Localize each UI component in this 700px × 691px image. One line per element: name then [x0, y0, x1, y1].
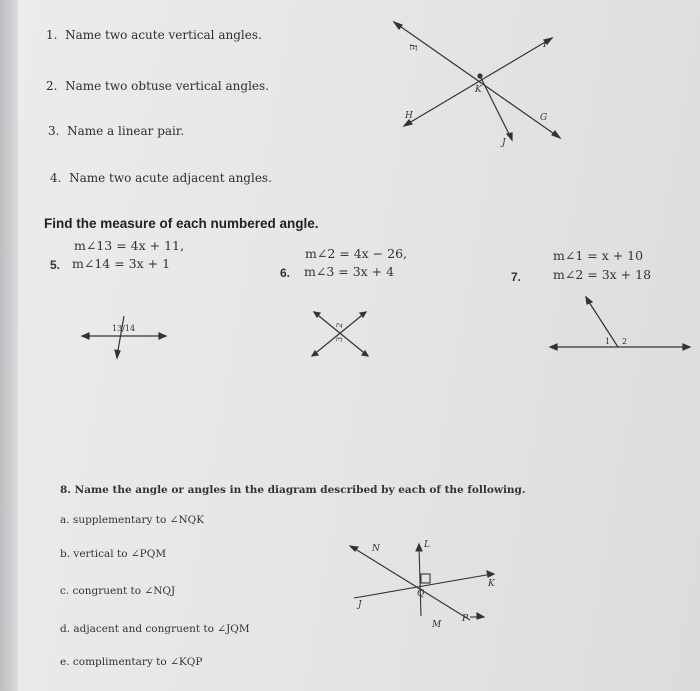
question-text: Name two obtuse vertical angles. [65, 79, 269, 93]
label-m: M [432, 620, 442, 630]
label-k: K [475, 85, 482, 95]
problem-6-eq2: m∠3 = 3x + 4 [304, 264, 395, 279]
problem-5-eq1: m∠13 = 4x + 11, [74, 238, 184, 253]
question-number: 4. [50, 171, 62, 185]
part-8-item-c: c. congruent to ∠NQJ [60, 585, 176, 597]
angle-13-14-label: 13/14 [112, 324, 136, 333]
angle-2-label: 2 [334, 322, 345, 329]
label-n: N [372, 544, 380, 554]
question-number: 1. [46, 28, 58, 42]
label-g: G [540, 113, 548, 123]
problem-6-number: 6. [280, 266, 291, 280]
part-8-title: 8. Name the angle or angles in the diagram described by each of the following. [60, 484, 526, 496]
part-8-item-e: e. complimentary to ∠KQP [60, 656, 203, 668]
label-j: J [358, 600, 362, 610]
question-text: Name two acute adjacent angles. [69, 171, 272, 185]
label-q: Q [417, 589, 425, 599]
angle-2-label: 2 [622, 337, 628, 346]
label-k: K [488, 579, 495, 589]
label-l: L [424, 540, 430, 550]
question-text: Name a linear pair. [67, 124, 185, 138]
angle-3-label: 3 [334, 336, 345, 343]
angle-1-label: 1 [605, 337, 611, 346]
problem-5-eq2: m∠14 = 3x + 1 [72, 256, 171, 271]
problem-7-eq2: m∠2 = 3x + 18 [553, 267, 652, 282]
part-8-item-d: d. adjacent and congruent to ∠JQM [60, 623, 250, 635]
question-number: 3. [48, 124, 60, 138]
label-h: H [405, 111, 413, 121]
question-number: 2. [46, 79, 58, 93]
label-e: E [407, 44, 417, 51]
question-text: Name two acute vertical angles. [65, 28, 262, 42]
label-f: F [543, 40, 550, 50]
part-8-item-a: a. supplementary to ∠NQK [60, 514, 205, 526]
problem-7-number: 7. [511, 270, 522, 284]
problem-6-eq1: m∠2 = 4x − 26, [305, 246, 408, 261]
problem-7-eq1: m∠1 = x + 10 [553, 248, 644, 263]
part-8-item-b: b. vertical to ∠PQM [60, 548, 167, 560]
label-j: J [502, 138, 506, 148]
label-p: P [462, 614, 469, 624]
section-title: Find the measure of each numbered angle. [44, 216, 319, 231]
problem-5-number: 5. [50, 258, 61, 272]
